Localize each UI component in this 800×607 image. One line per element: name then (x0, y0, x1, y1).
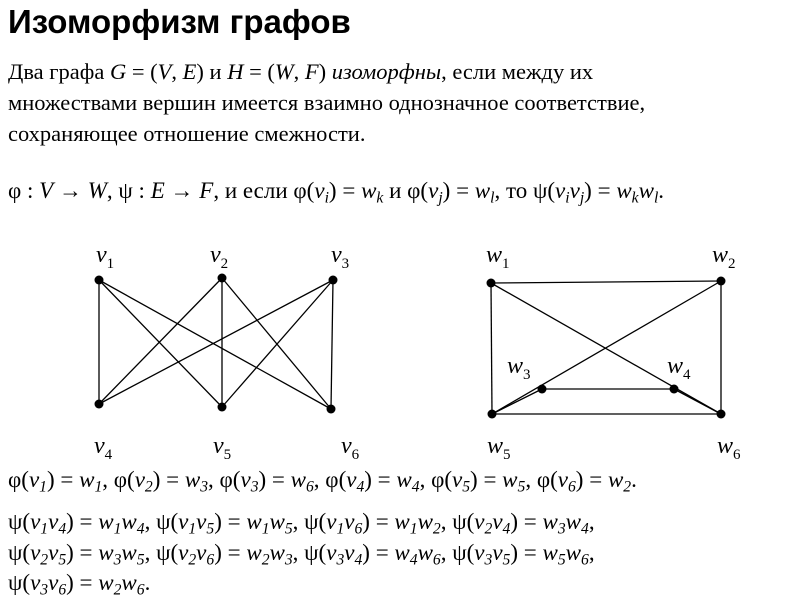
vertex-w2 (717, 277, 726, 286)
vertex-v1 (95, 276, 104, 285)
edge-mapping-line-2: $\psi(v_2v_5) = w_3w_5$, $\psi(v_2v_6) = w_2w_3$, $\psi(v_3v_4) = w_4w_6$, $\psi(v_3v_5) = w_5w_6$, (8, 540, 595, 569)
vertex-label-v3: $v_3$ (331, 242, 350, 272)
vertex-label-v2: $v_2$ (210, 242, 229, 272)
vertex-label-w2: $w_2$ (712, 242, 736, 272)
vertex-v5 (218, 403, 227, 412)
isomorphic-term: изоморфны (331, 59, 442, 84)
graph-H (486, 242, 741, 463)
edge-v3-v4 (99, 280, 333, 404)
edge-w4-w6 (674, 389, 721, 414)
vertex-v3 (329, 276, 338, 285)
vertex-mapping: $\varphi(v_1) = w_1$, $\varphi(v_2) = w_3$, $\varphi(v_3) = w_6$, $\varphi(v_4) = w_4$, $\varphi(v_5) = w_5$, $\varphi(v_6) = w_2$. (8, 467, 637, 496)
vertex-v2 (218, 274, 227, 283)
vertex-w3 (538, 385, 547, 394)
edge-w3-w5 (492, 389, 542, 414)
vertex-label-w4: $w_4$ (667, 353, 691, 383)
vertex-label-v4: $v_4$ (94, 433, 113, 463)
mapping-formula: φ : V → W, ψ : E → F, и если $\varphi(v_i) = w_k$ и $\varphi(v_j) = w_l$, то $\psi(v_iv_j) = w_kw_l$. (8, 178, 665, 207)
vertex-v6 (327, 405, 336, 414)
definition-line-3: сохраняющее отношение смежности. (8, 121, 366, 146)
edge-w1-w5 (491, 283, 492, 414)
definition-line-2: множествами вершин имеется взаимно однозначное соответствие, (8, 90, 646, 115)
vertex-label-v1: $v_1$ (96, 242, 115, 272)
edge-v2-v4 (99, 278, 222, 404)
definition-line-1: Два графа G = (V, E) и H = (W, F) изоморфны, если между их (8, 59, 594, 84)
edge-v2-v6 (222, 278, 331, 409)
graph-G (94, 242, 360, 463)
edge-w1-w2 (491, 281, 721, 283)
edge-v1-v5 (99, 280, 222, 407)
edge-v3-v6 (331, 280, 333, 409)
slide-title: Изоморфизм графов (8, 3, 351, 40)
vertex-label-w6: $w_6$ (717, 433, 741, 463)
edge-mapping-line-1: $\psi(v_1v_4) = w_1w_4$, $\psi(v_1v_5) = w_1w_5$, $\psi(v_1v_6) = w_1w_2$, $\psi(v_2v_4) = w_3w_4$, (8, 509, 595, 538)
vertex-w6 (717, 410, 726, 419)
vertex-label-w5: $w_5$ (487, 433, 511, 463)
edge-mapping-line-3: $\psi(v_3v_6) = w_2w_6$. (8, 570, 151, 599)
vertex-w1 (487, 279, 496, 288)
vertex-label-w3: $w_3$ (507, 353, 531, 383)
vertex-label-v6: $v_6$ (341, 433, 360, 463)
edge-v3-v5 (222, 280, 333, 407)
vertex-w4 (670, 385, 679, 394)
vertex-label-v5: $v_5$ (213, 433, 232, 463)
vertex-label-w1: $w_1$ (486, 242, 510, 272)
vertex-v4 (95, 400, 104, 409)
vertex-w5 (488, 410, 497, 419)
